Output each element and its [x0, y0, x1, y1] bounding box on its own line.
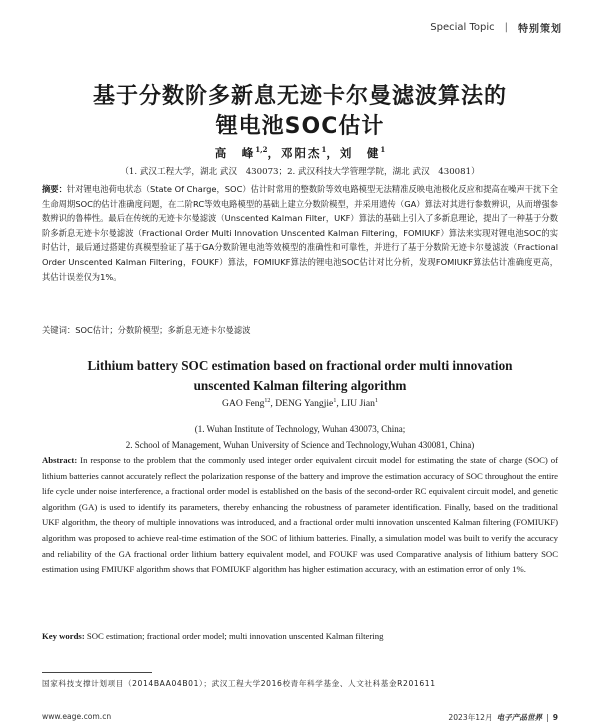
author-en-3: , LIU Jian: [336, 398, 375, 410]
author-cn-1: 高 峰: [214, 146, 256, 160]
keywords-cn-text: SOC估计；分数阶模型；多新息无迹卡尔曼滤波: [75, 325, 251, 335]
abstract-english: [42, 453, 558, 578]
author-en-2-sup: 1: [333, 398, 337, 404]
author-cn-2: ，邓阳杰: [267, 146, 322, 160]
page-number: 9: [552, 713, 558, 722]
page-footer: [42, 712, 558, 723]
header-topic-cn: 特别策划: [518, 24, 562, 35]
footer-magazine-logo: 电子产品世界: [496, 713, 543, 722]
authors-english: [40, 398, 560, 409]
keywords-english: [42, 631, 558, 641]
title-cn-line2: 锂电池SOC估计: [215, 114, 385, 139]
author-en-1: GAO Feng: [222, 398, 265, 410]
authors-chinese: [40, 145, 560, 161]
abstract-cn-text: 针对锂电池荷电状态（State Of Charge，SOC）估计时常用的整数阶等效电路模型无法精准反映电池极化反应和提高在噪声干扰下全生命周期SOC的估计准确度问题，在二阶RC等效电路模型的基础上建立分数阶模型，并采用遗传（GA）算法对其进行参数辨识，从而增强参数辨识的鲁棒性。最后在传统的无迹卡尔曼滤波（Unscented Kalman Filter，UKF）算法的基础上引入了多新息理论，提出了一种基于分数阶多新息无迹卡尔曼滤波（Fractional Order Multi Innovation Unscented Kalman Filtering，FOMIUKF）算法来实现对锂电池SOC的实时估计，最后通过搭建仿真模型验证了基于GA分数阶锂电池等效模型的准确性和可靠性，并进行了基于分数阶无迹卡尔曼滤波（Fractional Order Unscented Kalman Filtering，FOUKF）算法，FOMIUKF算法的锂电池SOC估计对比分析，发现FOMIUKF算法估计准确度更高，其估计误差仅为1%。: [42, 184, 558, 282]
title-en-line2: unscented Kalman filtering algorithm: [193, 378, 407, 393]
title-cn-line1: 基于分数阶多新息无迹卡尔曼滤波算法的: [92, 84, 507, 109]
author-cn-3: ，刘 健: [326, 146, 381, 160]
abstract-en-label: Abstract:: [42, 455, 78, 465]
title-en-line1: Lithium battery SOC estimation based on fractional order multi innovation: [87, 358, 513, 373]
header-separator: |: [504, 22, 508, 33]
aff-en-line1: (1. Wuhan Institute of Technology, Wuhan 430073, China;: [194, 424, 406, 434]
header-topic-en: Special Topic: [430, 22, 495, 33]
abstract-en-text: In response to the problem that the commonly used integer order equivalent circuit model for estimating the state of charge (SOC) of lithium batteries cannot accurately reflect the polarization response of the battery and improve the estimation accuracy of SOC throughout the entire life cycle under noise interference, a fractional order model is established on the basis of the second-order RC equivalent circuit model, and genetic algorithm (GA) is used to identify its parameters, thereby enhancing the robustness of parameter identification. Finally, based on the traditional UKF algorithm, the theory of multiple innovations was introduced, and a fractional order multi innovation unscented Kalman filtering (FOMIUKF) algorithm was proposed to achieve real-time estimation of the SOC of lithium batteries. Finally, a simulation model was built to verify the accuracy and reliability of the GA fractional order lithium battery equivalent model, and FOUKF was used Comparative analysis of lithium battery SOC estimation using FMIUKF algorithm shows that FOMIUKF algorithm has higher estimation accuracy, with an estimation error of only 1%.: [42, 455, 558, 575]
abstract-chinese: [42, 182, 558, 284]
affiliations-chinese: （1. 武汉工程大学，湖北 武汉 430073；2. 武汉科技大学管理学院，湖北 武汉 430081）: [120, 167, 480, 177]
title-chinese: [40, 82, 560, 142]
footer-date: 2023年12月: [448, 713, 493, 722]
footer-separator: |: [546, 713, 549, 722]
title-english: [40, 356, 560, 396]
author-cn-1-sup: 1,2: [255, 145, 268, 155]
abstract-cn-label: 摘要：: [42, 184, 67, 194]
author-en-1-sup: 12: [264, 398, 271, 404]
footer-right: [448, 712, 558, 723]
author-en-2: , DENG Yangjie: [270, 398, 334, 410]
author-en-3-sup: 1: [374, 398, 378, 404]
footnote-divider: [42, 672, 152, 673]
funding-footnote: 国家科技支撑计划项目（2014BAA04B01）；武汉工程大学2016校青年科学基金、人文社科基金R201611: [42, 679, 436, 688]
keywords-chinese: [42, 324, 558, 337]
aff-en-line2: 2. School of Management, Wuhan University of Science and Technology,Wuhan 430081, China): [125, 440, 475, 450]
keywords-cn-label: 关键词：: [42, 325, 76, 335]
keywords-en-label: Key words:: [42, 631, 85, 641]
running-header: [430, 20, 562, 35]
affiliations-english: [40, 421, 560, 453]
footer-url: www.eage.com.cn: [42, 712, 112, 721]
keywords-en-text: SOC estimation; fractional order model; multi innovation unscented Kalman filtering: [86, 631, 384, 641]
author-cn-2-sup: 1: [321, 145, 327, 155]
author-cn-3-sup: 1: [380, 145, 386, 155]
